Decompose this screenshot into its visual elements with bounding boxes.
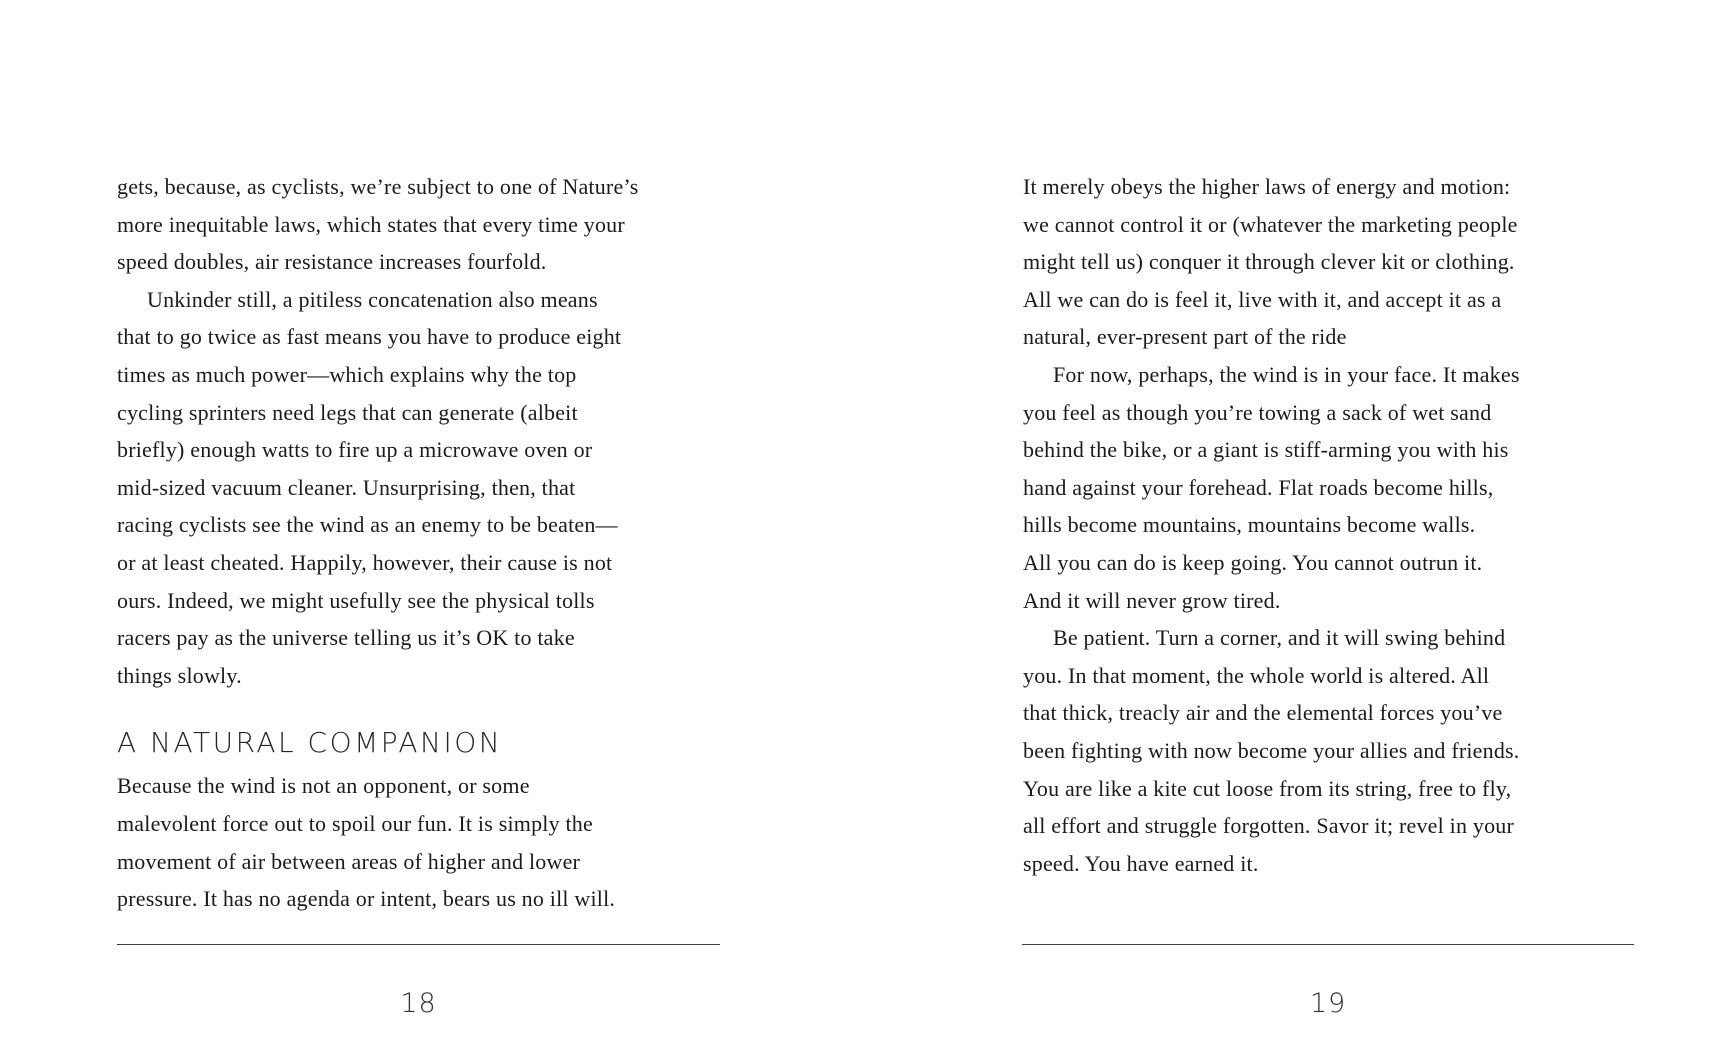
page-number: 18 <box>400 988 437 1019</box>
text-line: racers pay as the universe telling us it’s OK to take <box>117 625 575 651</box>
footer-rule <box>117 944 720 945</box>
text-line: you. In that moment, the whole world is altered. All <box>1023 662 1490 688</box>
text-line: hand against your forehead. Flat roads become hills, <box>1023 474 1494 500</box>
section-heading: A NATURAL COMPANION <box>117 726 503 760</box>
text-line: gets, because, as cyclists, we’re subject to one of Nature’s <box>117 174 639 199</box>
paragraph <box>1023 356 1653 619</box>
text-line: Because the wind is not an opponent, or some <box>117 773 530 799</box>
text-line: cycling sprinters need legs that can generate (albeit <box>117 399 578 425</box>
text-line: ours. Indeed, we might usefully see the physical tolls <box>117 587 595 613</box>
text-line: things slowly. <box>117 662 242 688</box>
text-line: speed. You have earned it. <box>1023 850 1259 876</box>
text-line: natural, ever-present part of the ride <box>1023 324 1347 350</box>
text-line: All you can do is keep going. You cannot outrun it. <box>1023 549 1483 575</box>
text-line: You are like a kite cut loose from its string, free to fly, <box>1023 775 1512 801</box>
text-line: we cannot control it or (whatever the marketing people <box>1023 211 1518 237</box>
text-line: It merely obeys the higher laws of energy and motion: <box>1023 174 1511 199</box>
text-line: All we can do is feel it, live with it, and accept it as a <box>1023 286 1502 312</box>
text-line: mid-sized vacuum cleaner. Unsurprising, then, that <box>117 474 576 500</box>
text-line: that thick, treacly air and the elemental forces you’ve <box>1023 700 1503 726</box>
text-line: briefly) enough watts to fire up a microwave oven or <box>117 437 593 463</box>
text-line: behind the bike, or a giant is stiff-arming you with his <box>1023 437 1509 463</box>
paragraph <box>117 281 737 695</box>
text-line: hills become mountains, mountains become walls. <box>1023 512 1476 538</box>
text-line: movement of air between areas of higher and lower <box>117 848 581 874</box>
right-page-body-text <box>1023 168 1653 882</box>
text-line: racing cyclists see the wind as an enemy to be beaten— <box>117 512 618 538</box>
paragraph <box>117 168 737 281</box>
text-line: been fighting with now become your allies and friends. <box>1023 737 1520 763</box>
paragraph <box>1023 619 1653 882</box>
text-line: And it will never grow tired. <box>1023 587 1281 613</box>
text-line: all effort and struggle forgotten. Savor it; revel in your <box>1023 813 1515 839</box>
text-line: or at least cheated. Happily, however, their cause is not <box>117 549 613 575</box>
text-line: might tell us) conquer it through clever kit or clothing. <box>1023 249 1515 275</box>
text-line: times as much power—which explains why the top <box>117 361 577 387</box>
paragraph <box>1023 168 1653 356</box>
footer-rule <box>1022 944 1634 945</box>
text-line: Unkinder still, a pitiless concatenation also means <box>147 286 598 312</box>
text-line: For now, perhaps, the wind is in your face. It makes <box>1053 361 1520 387</box>
text-line: Be patient. Turn a corner, and it will swing behind <box>1053 625 1506 651</box>
page-number: 19 <box>1309 988 1347 1019</box>
paragraph <box>117 767 737 917</box>
text-line: pressure. It has no agenda or intent, bears us no ill will. <box>117 886 616 912</box>
text-line: speed doubles, air resistance increases fourfold. <box>117 249 547 275</box>
left-page-body-text <box>117 168 737 918</box>
text-line: more inequitable laws, which states that every time your <box>117 211 625 237</box>
text-line: you feel as though you’re towing a sack of wet sand <box>1023 399 1492 425</box>
text-line: that to go twice as fast means you have to produce eight <box>117 324 622 350</box>
text-line: malevolent force out to spoil our fun. It is simply the <box>117 810 593 836</box>
